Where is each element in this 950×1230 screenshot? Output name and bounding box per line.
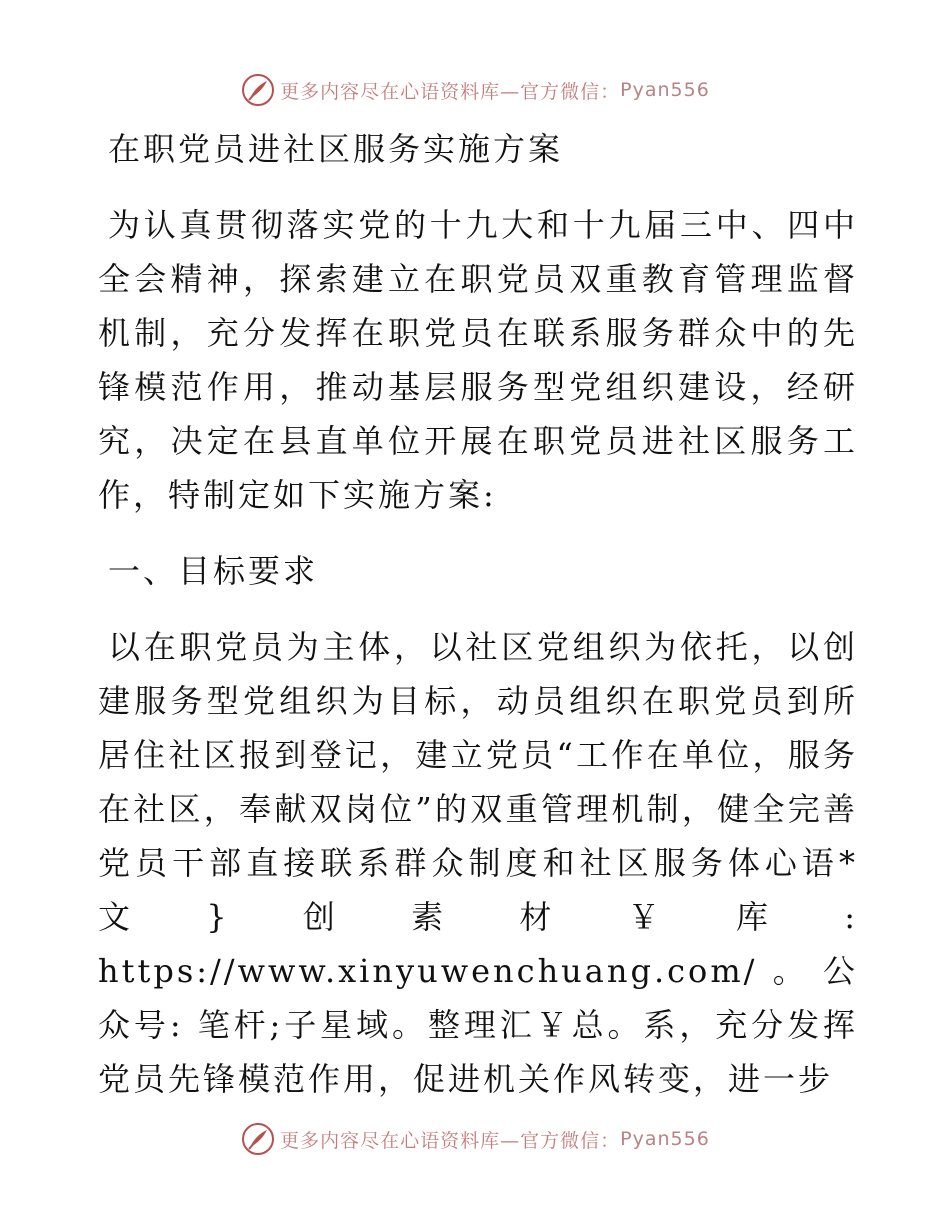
document-title: 在职党员进社区服务实施方案 [108, 130, 564, 168]
footer-banner [0, 1119, 950, 1159]
feather-quill-icon [240, 72, 276, 108]
banner-text: 更多内容尽在心语资料库—官方微信： [280, 80, 621, 103]
document-body [98, 122, 858, 1128]
wechat-id: Pyan556 [620, 79, 710, 101]
section-paragraph: 以在职党员为主体，以社区党组织为依托，以创建服务型党组织为目标，动员组织在职党员到所居住社区报到登记，建立党员“工作在单位，服务在社区，奉献双岗位”的双重管理机制，健全完善党员干部直接联系群众制度和社区服务体心语*文}创素材￥库: https://www.xinyuwenchuang.com/。公众号: 笔杆;子星域。整理汇￥总。系，充分发挥党员先锋模范作用，促进机关作风转变，进一步 [98, 628, 858, 1098]
intro-paragraph: 为认真贯彻落实党的十九大和十九届三中、四中全会精神，探索建立在职党员双重教育管理监督机制，充分发挥在职党员在联系服务群众中的先锋模范作用，推动基层服务型党组织建设，经研究，决定在县直单位开展在职党员进社区服务工作，特制定如下实施方案: [98, 206, 858, 514]
header-banner [0, 70, 950, 110]
section-heading: 一、目标要求 [108, 552, 319, 590]
banner-text: 更多内容尽在心语资料库—官方微信： [280, 1129, 621, 1152]
feather-quill-icon [240, 1121, 276, 1157]
wechat-id: Pyan556 [620, 1128, 710, 1150]
